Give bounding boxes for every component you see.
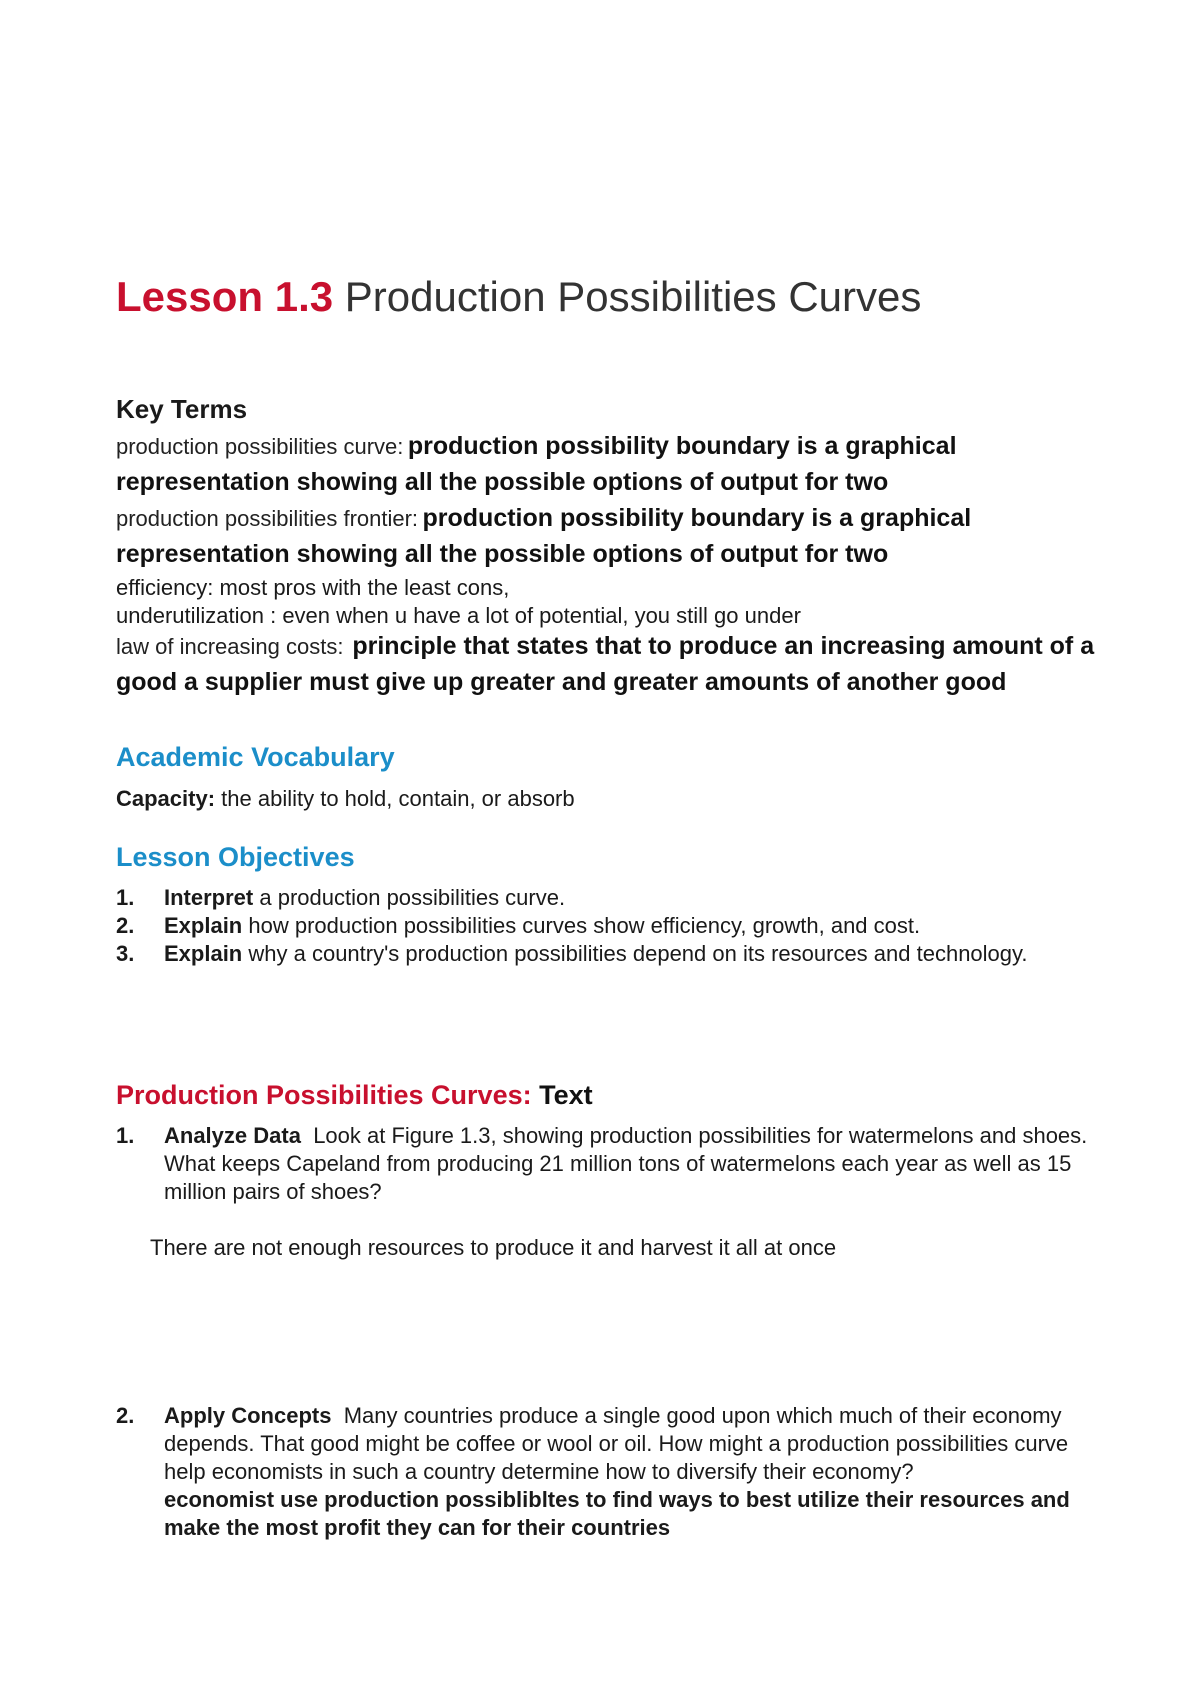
item-number: 2.	[116, 913, 135, 938]
objective-verb: Explain	[164, 913, 243, 938]
list-item	[116, 884, 1116, 912]
question-1	[116, 1122, 1114, 1206]
term-label: production possibilities curve:	[116, 434, 404, 459]
lesson-name: Production Possibilities Curves	[344, 273, 922, 320]
term-label: underutilization : even when u have a lot of potential, you still go under	[116, 603, 801, 628]
objective-verb: Interpret	[164, 885, 254, 910]
term-efficiency	[116, 574, 1116, 602]
list-item	[116, 940, 1116, 968]
objective-text: why a country's production possibilities depend on its resources and technology.	[248, 941, 1028, 966]
lesson-objectives-heading: Lesson Objectives	[116, 842, 355, 872]
answer-1: There are not enough resources to produce it and harvest it all at once	[150, 1235, 837, 1260]
lesson-number: Lesson 1.3	[116, 273, 334, 320]
term-definition: production possibility boundary is a graphical representation showing all the possible options of output for two	[116, 504, 972, 568]
term-label: efficiency: most pros with the least cons,	[116, 575, 510, 600]
academic-vocabulary-section	[116, 740, 1116, 814]
question-2	[116, 1402, 1114, 1542]
term-ppf	[116, 502, 1116, 574]
question-skill: Apply Concepts	[164, 1403, 332, 1428]
objective-verb: Explain	[164, 941, 243, 966]
question-skill: Analyze Data	[164, 1123, 301, 1148]
heading-red-part: Production Possibilities Curves:	[116, 1080, 532, 1110]
academic-vocabulary-heading: Academic Vocabulary	[116, 742, 395, 772]
term-definition: principle that states that to produce an increasing amount of a good a supplier must give up greater and greater amounts of another good	[116, 632, 1095, 696]
objective-text: how production possibilities curves show efficiency, growth, and cost.	[248, 913, 921, 938]
lesson-objectives-section	[116, 840, 1116, 968]
term-definition: production possibility boundary is a graphical representation showing all the possible options of output for two	[116, 432, 957, 496]
question-number: 1.	[116, 1123, 135, 1148]
term-law-of-increasing-costs	[116, 630, 1116, 702]
objectives-list	[116, 884, 1116, 968]
objective-text: a production possibilities curve.	[259, 885, 566, 910]
term-underutilization	[116, 602, 1116, 630]
term-label: production possibilities frontier:	[116, 506, 419, 531]
question-number: 2.	[116, 1403, 135, 1428]
term-ppc	[116, 430, 1116, 502]
term-label: law of increasing costs:	[116, 634, 344, 659]
lesson-title	[116, 272, 921, 322]
vocab-term: Capacity:	[116, 786, 216, 811]
key-terms-section	[116, 392, 1116, 702]
item-number: 3.	[116, 941, 135, 966]
question-prompt: Many countries produce a single good upon which much of their economy depends. That good might be coffee or wool or oil. How might a production possibilities curve help economists in such a country determine how to diversify their economy?	[164, 1403, 1069, 1484]
answer-2: economist use production possiblibltes to find ways to best utilize their resources and make the most profit they can for their countries	[164, 1487, 1070, 1540]
section-heading	[116, 1078, 1116, 1112]
vocab-definition: the ability to hold, contain, or absorb	[221, 786, 575, 811]
text-section-heading	[116, 1078, 1116, 1112]
vocab-entry	[116, 784, 1116, 814]
heading-black-part: Text	[539, 1080, 593, 1110]
question-prompt: Look at Figure 1.3, showing production possibilities for watermelons and shoes. What keeps Capeland from producing 21 million tons of watermelons each year as well as 15 million pairs of shoes?	[164, 1123, 1088, 1204]
list-item	[116, 912, 1116, 940]
key-terms-heading: Key Terms	[116, 394, 248, 424]
item-number: 1.	[116, 885, 135, 910]
